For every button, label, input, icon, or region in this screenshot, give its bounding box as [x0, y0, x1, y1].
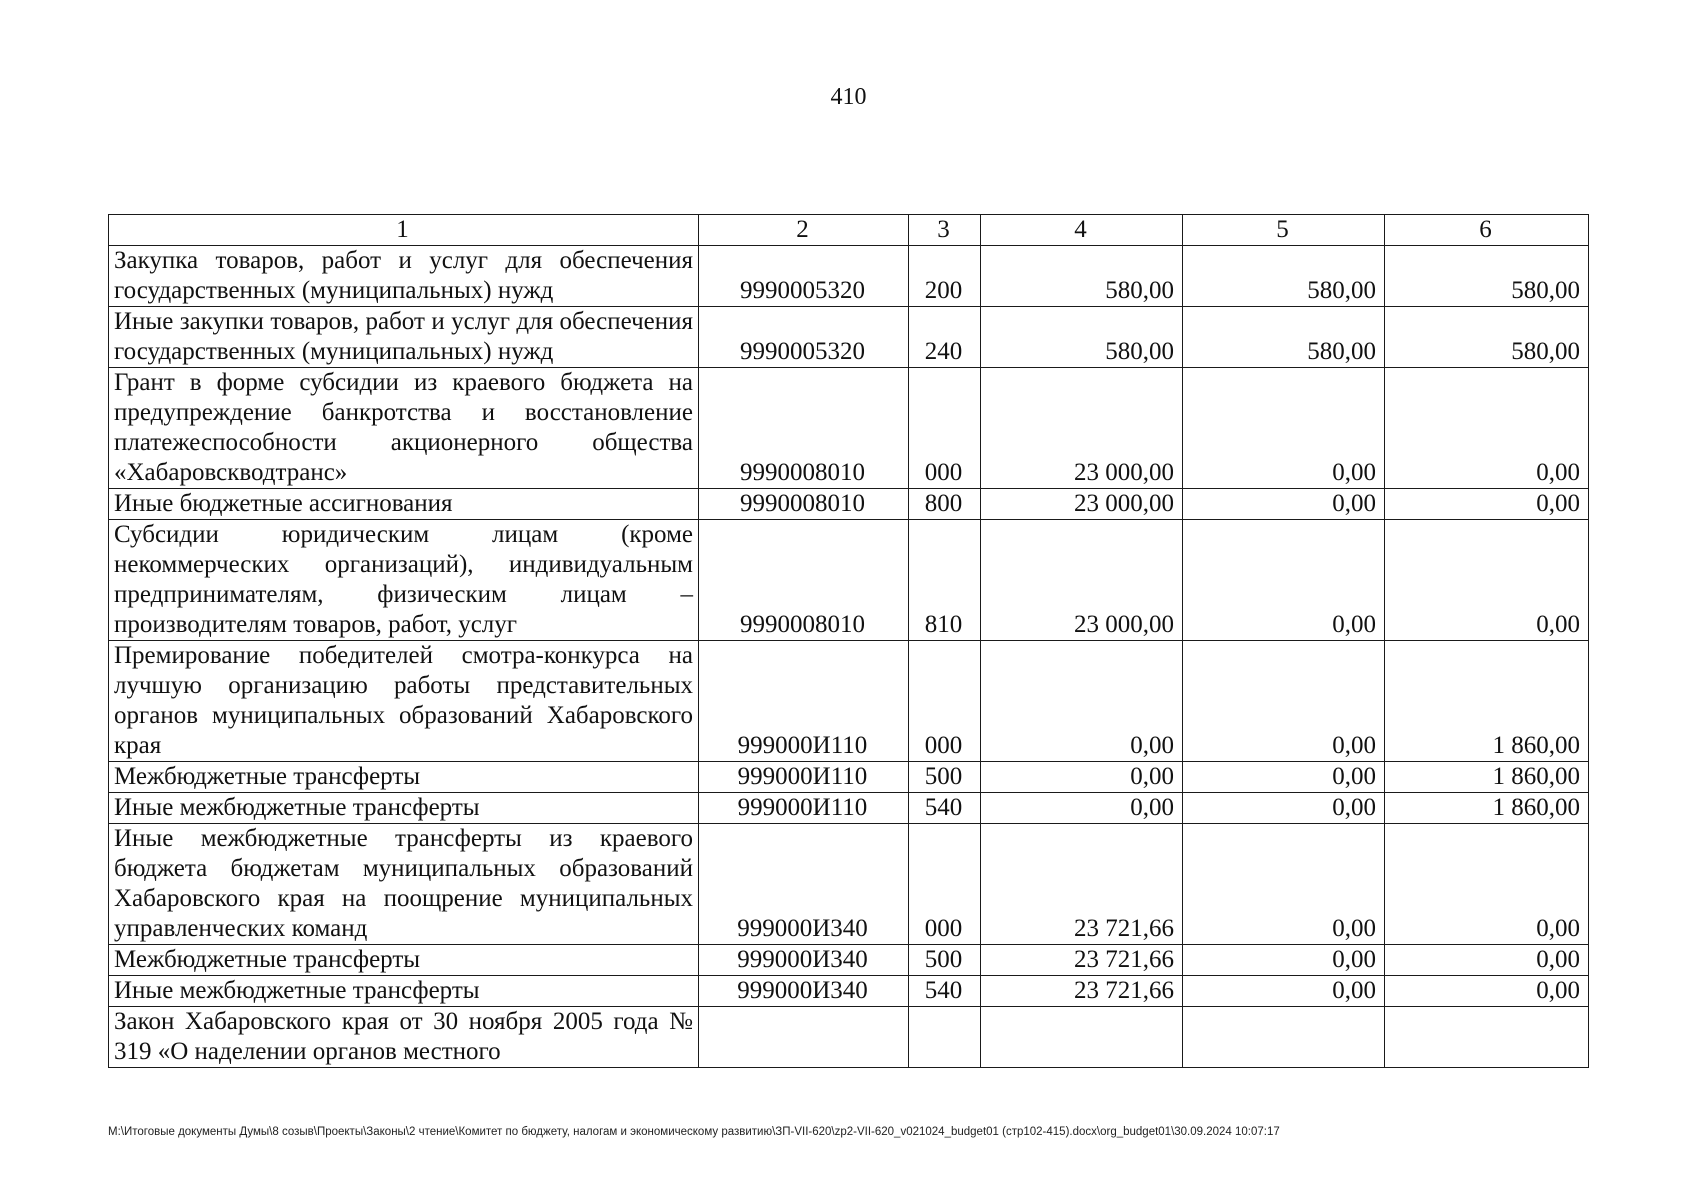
- row-description: Закупка товаров, работ и услуг для обеспечения государственных (муниципальных) нужд: [109, 246, 699, 307]
- row-target-code: 9990005320: [699, 307, 909, 368]
- row-amount-col6: 0,00: [1385, 824, 1589, 945]
- row-expense-type: 240: [909, 307, 981, 368]
- table-row: [109, 489, 1589, 520]
- row-amount-col6: 0,00: [1385, 520, 1589, 641]
- row-amount-col4: 23 000,00: [981, 368, 1183, 489]
- table-row: [109, 307, 1589, 368]
- row-description: Субсидии юридическим лицам (кроме некоммерческих организаций), индивидуальным предпринимателям, физическим лицам – производителям товаров, работ, услуг: [109, 520, 699, 641]
- table-row: [109, 824, 1589, 945]
- row-amount-col4: 23 000,00: [981, 520, 1183, 641]
- row-description: Иные межбюджетные трансферты: [109, 976, 699, 1007]
- row-target-code: [699, 1007, 909, 1068]
- row-expense-type: 500: [909, 762, 981, 793]
- column-header: 5: [1183, 215, 1385, 246]
- document-file-path: М:\Итоговые документы Думы\8 созыв\Проекты\Законы\2 чтение\Комитет по бюджету, налогам и экономическому развитию\ЗП-VII-620\zp2-VII-620_v021024_budget01 (стр102-415).docx\org_budget01\30.09.2024 10:07:17: [108, 1126, 1280, 1138]
- row-amount-col6: 0,00: [1385, 489, 1589, 520]
- row-target-code: 999000И340: [699, 945, 909, 976]
- row-amount-col4: [981, 1007, 1183, 1068]
- row-amount-col4: 0,00: [981, 762, 1183, 793]
- row-amount-col5: 0,00: [1183, 641, 1385, 762]
- row-amount-col4: 23 000,00: [981, 489, 1183, 520]
- row-amount-col5: 0,00: [1183, 520, 1385, 641]
- row-amount-col6: [1385, 1007, 1589, 1068]
- table-row: [109, 1007, 1589, 1068]
- row-target-code: 9990008010: [699, 368, 909, 489]
- table-row: [109, 368, 1589, 489]
- table-row: [109, 520, 1589, 641]
- row-amount-col5: 0,00: [1183, 762, 1385, 793]
- row-description: Иные межбюджетные трансферты из краевого бюджета бюджетам муниципальных образований Хабаровского края на поощрение муниципальных управленческих команд: [109, 824, 699, 945]
- table-header-row: [109, 215, 1589, 246]
- row-amount-col5: 0,00: [1183, 793, 1385, 824]
- row-amount-col6: 580,00: [1385, 307, 1589, 368]
- row-amount-col4: 0,00: [981, 641, 1183, 762]
- row-amount-col5: 0,00: [1183, 976, 1385, 1007]
- column-header: 2: [699, 215, 909, 246]
- row-amount-col4: 0,00: [981, 793, 1183, 824]
- row-target-code: 999000И110: [699, 762, 909, 793]
- row-description: Иные межбюджетные трансферты: [109, 793, 699, 824]
- table-row: [109, 762, 1589, 793]
- row-expense-type: 000: [909, 368, 981, 489]
- row-amount-col6: 0,00: [1385, 945, 1589, 976]
- row-target-code: 9990005320: [699, 246, 909, 307]
- row-description: Межбюджетные трансферты: [109, 762, 699, 793]
- row-amount-col5: 0,00: [1183, 368, 1385, 489]
- row-amount-col6: 0,00: [1385, 976, 1589, 1007]
- row-description: Грант в форме субсидии из краевого бюджета на предупреждение банкротства и восстановление платежеспособности акционерного общества «Хабаровскводтранс»: [109, 368, 699, 489]
- row-expense-type: 540: [909, 793, 981, 824]
- column-header: 1: [109, 215, 699, 246]
- row-amount-col4: 23 721,66: [981, 824, 1183, 945]
- table-row: [109, 793, 1589, 824]
- row-amount-col5: 580,00: [1183, 246, 1385, 307]
- row-amount-col4: 23 721,66: [981, 945, 1183, 976]
- row-expense-type: 000: [909, 824, 981, 945]
- budget-table: [108, 214, 1589, 1068]
- row-amount-col5: 580,00: [1183, 307, 1385, 368]
- row-target-code: 999000И110: [699, 793, 909, 824]
- row-expense-type: [909, 1007, 981, 1068]
- row-amount-col6: 1 860,00: [1385, 641, 1589, 762]
- column-header: 3: [909, 215, 981, 246]
- row-target-code: 9990008010: [699, 489, 909, 520]
- table-row: [109, 945, 1589, 976]
- row-amount-col4: 23 721,66: [981, 976, 1183, 1007]
- row-description: Межбюджетные трансферты: [109, 945, 699, 976]
- row-amount-col5: 0,00: [1183, 824, 1385, 945]
- row-target-code: 9990008010: [699, 520, 909, 641]
- row-description: Премирование победителей смотра-конкурса на лучшую организацию работы представительных органов муниципальных образований Хабаровского края: [109, 641, 699, 762]
- row-expense-type: 810: [909, 520, 981, 641]
- row-amount-col6: 1 860,00: [1385, 793, 1589, 824]
- row-amount-col5: [1183, 1007, 1385, 1068]
- table-row: [109, 976, 1589, 1007]
- row-expense-type: 500: [909, 945, 981, 976]
- table-row: [109, 246, 1589, 307]
- row-amount-col5: 0,00: [1183, 945, 1385, 976]
- row-expense-type: 000: [909, 641, 981, 762]
- row-target-code: 999000И340: [699, 824, 909, 945]
- row-description: Иные закупки товаров, работ и услуг для обеспечения государственных (муниципальных) нужд: [109, 307, 699, 368]
- table-row: [109, 641, 1589, 762]
- column-header: 6: [1385, 215, 1589, 246]
- row-expense-type: 540: [909, 976, 981, 1007]
- row-amount-col6: 580,00: [1385, 246, 1589, 307]
- row-expense-type: 200: [909, 246, 981, 307]
- row-target-code: 999000И340: [699, 976, 909, 1007]
- row-amount-col4: 580,00: [981, 246, 1183, 307]
- page-number: 410: [830, 84, 867, 110]
- row-target-code: 999000И110: [699, 641, 909, 762]
- row-description: Закон Хабаровского края от 30 ноября 2005 года № 319 «О наделении органов местного: [109, 1007, 699, 1068]
- row-amount-col5: 0,00: [1183, 489, 1385, 520]
- row-amount-col6: 1 860,00: [1385, 762, 1589, 793]
- row-amount-col4: 580,00: [981, 307, 1183, 368]
- row-description: Иные бюджетные ассигнования: [109, 489, 699, 520]
- column-header: 4: [981, 215, 1183, 246]
- row-expense-type: 800: [909, 489, 981, 520]
- row-amount-col6: 0,00: [1385, 368, 1589, 489]
